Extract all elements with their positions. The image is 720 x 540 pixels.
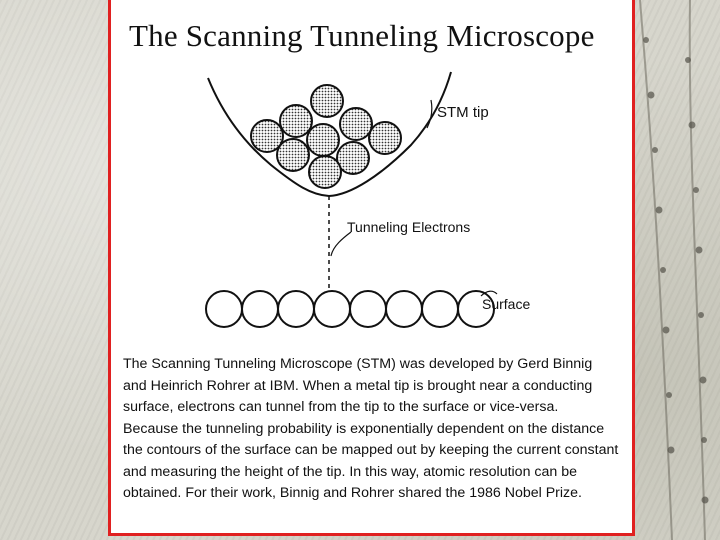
- stm-diagram: [111, 0, 638, 350]
- surface-atom: [242, 291, 278, 327]
- tip-atom: [369, 122, 401, 154]
- caption-line: The Scanning Tunneling Microscope (STM) was developed by Gerd Binnig: [123, 356, 593, 372]
- tip-atom: [307, 124, 339, 156]
- surface-atom: [278, 291, 314, 327]
- caption-line: obtained. For their work, Binnig and Rohrer shared the 1986 Nobel Prize.: [123, 485, 582, 501]
- surface-atoms: [206, 291, 494, 327]
- slide-card: [108, 0, 635, 536]
- caption-line: and Heinrich Rohrer at IBM. When a metal tip is brought near a conducting: [123, 377, 593, 394]
- tip-atom: [280, 105, 312, 137]
- tip-atom: [309, 156, 341, 188]
- surface-atom: [350, 291, 386, 327]
- tunneling-label-leader: [331, 232, 351, 256]
- caption-line: and measuring the height of the tip. In this way, atomic resolution can be: [123, 463, 577, 480]
- caption-line: Because the tunneling probability is exponentially dependent on the distance: [123, 420, 605, 437]
- surface-atom: [206, 291, 242, 327]
- surface-atom: [314, 291, 350, 327]
- surface-atom: [386, 291, 422, 327]
- tip-atom: [340, 108, 372, 140]
- surface-label: Surface: [482, 296, 531, 312]
- tip-atom: [311, 85, 343, 117]
- tunneling-electrons-label: Tunneling Electrons: [347, 219, 471, 235]
- stm-tip-label: STM tip: [437, 104, 489, 121]
- slide-title: The Scanning Tunneling Microscope: [129, 18, 595, 53]
- caption-line: surface, electrons can tunnel from the tip to the surface or vice-versa.: [123, 399, 559, 415]
- tip-atom: [277, 139, 309, 171]
- caption-line: the contours of the surface can be mapped out by keeping the current constant: [123, 442, 619, 458]
- tip-atom: [337, 142, 369, 174]
- surface-atom: [422, 291, 458, 327]
- caption-paragraph: [123, 354, 633, 505]
